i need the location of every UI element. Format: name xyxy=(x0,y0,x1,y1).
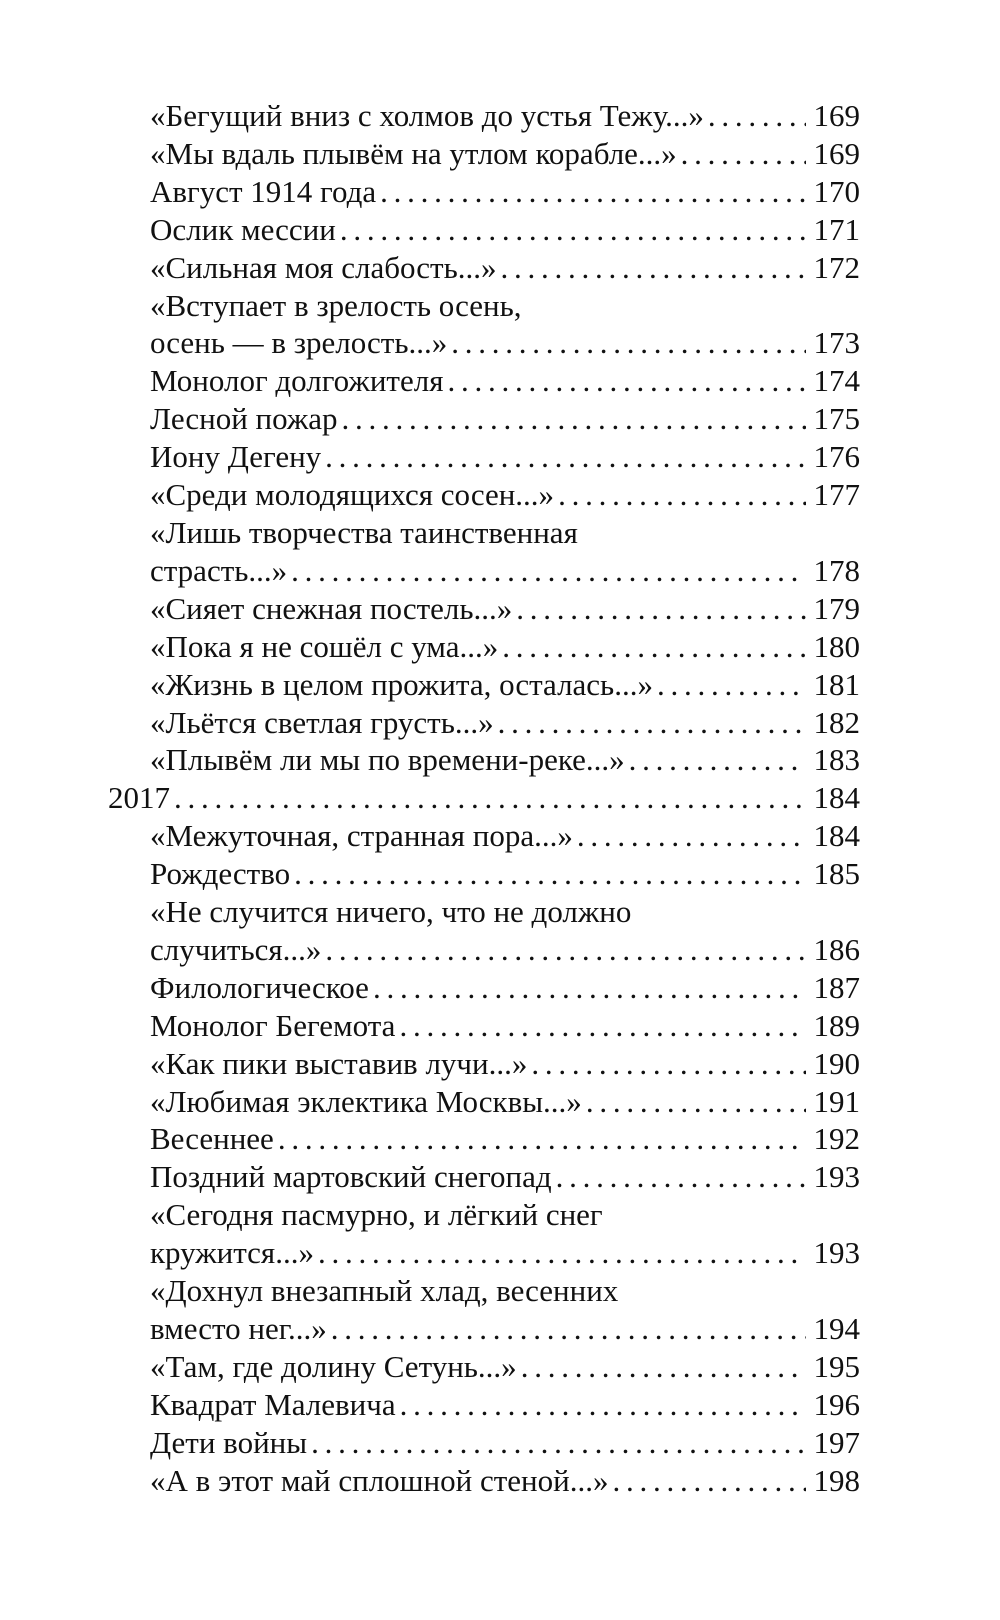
toc-entry-title: «Пока я не сошёл с ума...» xyxy=(150,628,499,664)
toc-dot-leader xyxy=(342,400,806,438)
toc-dot-leader xyxy=(657,666,806,704)
toc-entry xyxy=(108,1462,860,1500)
toc-dot-leader xyxy=(399,1007,806,1045)
toc-entry xyxy=(108,741,860,779)
toc-entry-title: Квадрат Малевича xyxy=(150,1386,396,1422)
toc-page-number: 196 xyxy=(813,1386,860,1422)
toc-entry-title: вместо нег...» xyxy=(150,1311,327,1346)
toc-page-number: 184 xyxy=(813,780,860,816)
toc-page-number: 170 xyxy=(813,173,860,209)
toc-dot-leader xyxy=(340,211,806,249)
toc-entry-title: Ослик мессии xyxy=(150,211,336,247)
toc-entry-title: Лесной пожар xyxy=(150,401,338,437)
toc-entry xyxy=(108,628,860,666)
toc-entry-title: «Льётся светлая грусть...» xyxy=(150,704,494,740)
toc-section-entry xyxy=(108,779,860,817)
toc-entry xyxy=(108,590,860,628)
toc-dot-leader xyxy=(451,324,806,362)
toc-dot-leader xyxy=(380,173,806,211)
toc-entry xyxy=(108,1083,860,1121)
toc-entry xyxy=(108,135,860,173)
toc-entry xyxy=(108,173,860,211)
toc-entry-title: «Бегущий вниз с холмов до устья Тежу...» xyxy=(150,98,704,133)
toc-entry-title: «Жизнь в целом прожита, осталась...» xyxy=(150,666,653,702)
toc-entry-title: Август 1914 года xyxy=(150,173,377,209)
toc-page-number: 175 xyxy=(813,401,860,437)
toc-entry-title-line1: «Вступает в зрелость осень, xyxy=(150,287,522,323)
toc-entry-title: Поздний мартовский снегопад xyxy=(150,1159,552,1195)
toc-entry-title-line1: «Лишь творчества таинственная xyxy=(150,514,578,550)
toc-entry-title: «Как пики выставив лучи...» xyxy=(150,1045,528,1081)
toc-dot-leader xyxy=(502,628,806,666)
toc-entry-title: «Любимая эклектика Москвы...» xyxy=(150,1083,582,1119)
toc-entry-title: Монолог Бегемота xyxy=(150,1007,396,1043)
toc-dot-leader xyxy=(294,855,806,893)
toc-entry-title: Филологическое xyxy=(150,969,369,1005)
toc-entry xyxy=(108,97,860,135)
toc-entry xyxy=(108,476,860,514)
toc-page-number: 183 xyxy=(813,742,860,778)
toc-entry-title: Иону Дегену xyxy=(150,439,322,475)
toc-entry xyxy=(108,1007,860,1045)
toc-entry xyxy=(108,1158,860,1196)
toc-entry-title-line1: «Сегодня пасмурно, и лёгкий снег xyxy=(150,1197,603,1233)
toc-entry-title: Монолог долгожителя xyxy=(150,363,444,399)
toc-dot-leader xyxy=(577,817,806,855)
toc-page-number: 181 xyxy=(813,666,860,702)
toc-entry xyxy=(108,817,860,855)
toc-entry xyxy=(108,1348,860,1386)
toc-entry-title-line1: «Дохнул внезапный хлад, весенних xyxy=(150,1273,619,1309)
toc-dot-leader xyxy=(325,438,806,476)
toc-entry-title: Рождество xyxy=(150,856,291,892)
toc-entry-title: «Сильная моя слабость...» xyxy=(150,249,497,285)
toc-page-number: 174 xyxy=(813,363,860,399)
toc-page-number: 193 xyxy=(813,1159,860,1195)
toc-entry xyxy=(108,362,860,400)
toc-entry xyxy=(108,211,860,249)
toc-dot-leader xyxy=(681,135,806,173)
toc-page-number: 194 xyxy=(813,1311,860,1346)
toc-entry-title: «А в этот май сплошной стеной...» xyxy=(150,1462,609,1498)
toc-page-number: 198 xyxy=(813,1462,860,1498)
toc-entry xyxy=(108,969,860,1007)
toc-dot-leader xyxy=(516,590,806,628)
toc-entry-title: кружится...» xyxy=(150,1235,314,1271)
toc-dot-leader xyxy=(498,704,806,742)
toc-dot-leader xyxy=(325,931,806,969)
toc-page-number: 173 xyxy=(813,325,860,361)
toc-dot-leader xyxy=(629,741,806,779)
toc-entry-title: Дети войны xyxy=(150,1424,308,1460)
toc-page-number: 186 xyxy=(813,931,860,967)
toc-dot-leader xyxy=(586,1083,806,1121)
toc-entry-title: «Среди молодящихся сосен...» xyxy=(150,477,555,513)
toc-entry xyxy=(108,704,860,742)
toc-page-number: 190 xyxy=(813,1045,860,1081)
toc-page-number: 177 xyxy=(813,477,860,513)
toc-dot-leader xyxy=(521,1348,806,1386)
toc-entry xyxy=(108,893,860,969)
toc-entry-title: Весеннее xyxy=(150,1121,274,1157)
toc-dot-leader xyxy=(400,1386,806,1424)
toc-dot-leader xyxy=(501,249,807,287)
toc-entry-title: осень — в зрелость...» xyxy=(150,325,448,361)
toc-entry-title: «Мы вдаль плывём на утлом корабле...» xyxy=(150,135,677,171)
toc-page-number: 182 xyxy=(813,704,860,740)
toc-dot-leader xyxy=(556,1158,806,1196)
toc-dot-leader xyxy=(174,779,806,817)
toc-entry xyxy=(108,438,860,476)
toc-entry-title: случиться...» xyxy=(150,931,322,967)
toc-dot-leader xyxy=(311,1424,806,1462)
toc-page-number: 169 xyxy=(813,98,860,133)
toc-dot-leader xyxy=(373,969,806,1007)
toc-entry-title-line1: «Не случится ничего, что не должно xyxy=(150,894,632,930)
toc-entry-title: «Межуточная, странная пора...» xyxy=(150,818,573,854)
toc-entry xyxy=(108,249,860,287)
toc-dot-leader xyxy=(558,476,806,514)
toc-page-number: 191 xyxy=(813,1083,860,1119)
toc-entry-title: страсть...» xyxy=(150,552,288,588)
toc-page-number: 189 xyxy=(813,1007,860,1043)
toc-entry-title: «Плывём ли мы по времени-реке...» xyxy=(150,742,625,778)
toc-entry xyxy=(108,1424,860,1462)
toc-page-number: 192 xyxy=(813,1121,860,1157)
toc-dot-leader xyxy=(531,1045,806,1083)
toc-entry xyxy=(108,287,860,363)
toc-page-number: 179 xyxy=(813,590,860,626)
toc-page-number: 180 xyxy=(813,628,860,664)
toc-dot-leader xyxy=(331,1310,806,1348)
toc-dot-leader xyxy=(291,552,806,590)
toc-entry xyxy=(108,400,860,438)
toc-entry xyxy=(108,1272,860,1348)
toc-entry xyxy=(108,1120,860,1158)
toc-entry xyxy=(108,666,860,704)
toc-page-number: 169 xyxy=(813,135,860,171)
toc-dot-leader xyxy=(708,97,806,135)
toc-entry xyxy=(108,855,860,893)
toc-entry xyxy=(108,1045,860,1083)
toc-page-number: 193 xyxy=(813,1235,860,1271)
toc-page-number: 172 xyxy=(813,249,860,285)
toc-dot-leader xyxy=(447,362,806,400)
toc-entry-title: 2017 xyxy=(108,780,170,816)
toc-page-number: 187 xyxy=(813,969,860,1005)
toc-dot-leader xyxy=(318,1234,806,1272)
toc-page-number: 197 xyxy=(813,1424,860,1460)
toc-entry xyxy=(108,514,860,590)
toc-dot-leader xyxy=(278,1120,806,1158)
toc-page-number: 195 xyxy=(813,1348,860,1384)
toc-dot-leader xyxy=(612,1462,806,1500)
toc-entry xyxy=(108,1196,860,1272)
toc-entry xyxy=(108,1386,860,1424)
toc-page-number: 176 xyxy=(813,439,860,475)
toc-entry-title: «Сияет снежная постель...» xyxy=(150,590,513,626)
table-of-contents xyxy=(108,97,860,1500)
toc-page-number: 178 xyxy=(813,552,860,588)
toc-entry-title: «Там, где долину Сетунь...» xyxy=(150,1348,517,1384)
toc-page-number: 184 xyxy=(813,818,860,854)
toc-page-number: 171 xyxy=(813,211,860,247)
toc-page-number: 185 xyxy=(813,856,860,892)
